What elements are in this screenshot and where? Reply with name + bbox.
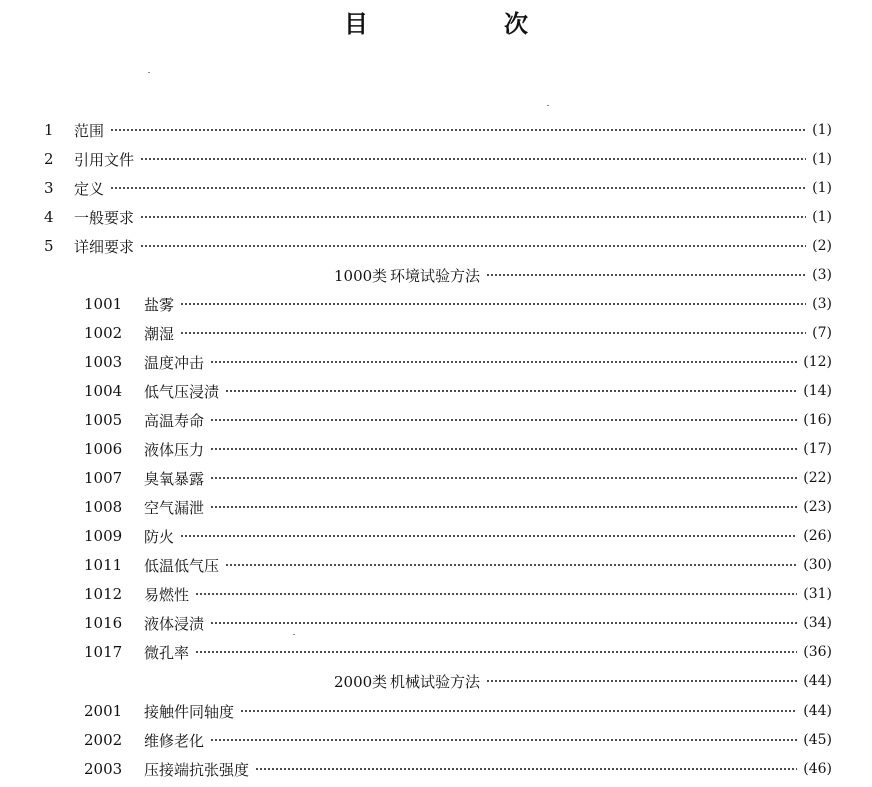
toc-entry[interactable]	[84, 758, 832, 780]
entry-title: 接触件同轴度	[144, 702, 235, 721]
toc-entry[interactable]	[84, 583, 832, 605]
toc-entry[interactable]	[44, 206, 832, 228]
scan-speck	[148, 72, 150, 73]
dot-leader	[195, 593, 797, 595]
dot-leader	[486, 274, 806, 276]
entry-number: 1016	[84, 614, 123, 632]
entry-number: 1011	[84, 556, 123, 574]
entry-title: 维修老化	[144, 731, 205, 750]
entry-number: 1001	[84, 295, 123, 313]
toc-entry[interactable]	[44, 177, 832, 199]
entry-number: 1008	[84, 498, 123, 516]
dot-leader	[110, 187, 806, 189]
dot-leader	[210, 448, 797, 450]
dot-leader	[240, 710, 797, 712]
entry-title: 臭氧暴露	[144, 469, 205, 488]
entry-number: 1002	[84, 324, 123, 342]
entry-title: 低气压浸渍	[144, 382, 220, 401]
entry-page: (17)	[803, 441, 832, 457]
entry-page: (34)	[803, 615, 832, 631]
entry-page: (36)	[803, 644, 832, 660]
entry-title: 详细要求	[74, 237, 135, 256]
toc-entry[interactable]	[84, 525, 832, 547]
dot-leader	[140, 158, 806, 160]
entry-number: 1005	[84, 411, 123, 429]
dot-leader	[195, 651, 797, 653]
entry-page: (31)	[803, 586, 832, 602]
entry-page: (26)	[803, 528, 832, 544]
entry-page: (3)	[812, 267, 832, 283]
page-title: 目 次	[344, 10, 584, 38]
entry-page: (3)	[812, 296, 832, 312]
entry-number: 1003	[84, 353, 123, 371]
dot-leader	[210, 361, 797, 363]
entry-page: (1)	[812, 180, 832, 196]
dot-leader	[210, 739, 797, 741]
toc-category-heading[interactable]	[334, 670, 832, 692]
entry-number: 2002	[84, 731, 123, 749]
entry-page: (46)	[803, 761, 832, 777]
entry-title: 盐雾	[144, 295, 175, 314]
entry-number: 4	[44, 208, 54, 226]
dot-leader	[210, 622, 797, 624]
entry-number: 1009	[84, 527, 123, 545]
entry-page: (12)	[803, 354, 832, 370]
entry-page: (1)	[812, 209, 832, 225]
entry-page: (16)	[803, 412, 832, 428]
dot-leader	[486, 680, 797, 682]
entry-number: 1017	[84, 643, 123, 661]
entry-title: 一般要求	[74, 208, 135, 227]
toc-entry[interactable]	[84, 729, 832, 751]
entry-page: (45)	[803, 732, 832, 748]
toc-entry[interactable]	[84, 409, 832, 431]
dot-leader	[225, 564, 797, 566]
category-title: 机械试验方法	[390, 672, 481, 691]
entry-page: (7)	[812, 325, 832, 341]
toc-entry[interactable]	[84, 322, 832, 344]
entry-page: (44)	[803, 703, 832, 719]
entry-title: 潮湿	[144, 324, 175, 343]
dot-leader	[140, 216, 806, 218]
entry-page: (1)	[812, 151, 832, 167]
toc-entry[interactable]	[84, 700, 832, 722]
dot-leader	[210, 506, 797, 508]
entry-page: (2)	[812, 238, 832, 254]
dot-leader	[225, 390, 797, 392]
entry-title: 液体浸渍	[144, 614, 205, 633]
scan-speck	[547, 105, 549, 106]
toc-entry[interactable]	[84, 641, 832, 663]
toc-entry[interactable]	[84, 293, 832, 315]
dot-leader	[210, 477, 797, 479]
entry-page: (22)	[803, 470, 832, 486]
entry-title: 微孔率	[144, 643, 190, 662]
entry-title: 低温低气压	[144, 556, 220, 575]
entry-number: 2003	[84, 760, 123, 778]
entry-title: 高温寿命	[144, 411, 205, 430]
toc-entry[interactable]	[44, 119, 832, 141]
entry-title: 引用文件	[74, 150, 135, 169]
entry-page: (23)	[803, 499, 832, 515]
entry-page: (30)	[803, 557, 832, 573]
entry-number: 2	[44, 150, 54, 168]
entry-title: 防火	[144, 527, 175, 546]
category-title: 环境试验方法	[390, 266, 481, 285]
toc-entry[interactable]	[44, 235, 832, 257]
entry-title: 易燃性	[144, 585, 190, 604]
entry-title: 定义	[74, 179, 105, 198]
toc-entry[interactable]	[44, 148, 832, 170]
entry-title: 压接端抗张强度	[144, 760, 250, 779]
toc-entry[interactable]	[84, 380, 832, 402]
entry-number: 1	[44, 121, 54, 139]
entry-number: 1004	[84, 382, 123, 400]
category-number: 2000类	[334, 672, 388, 691]
dot-leader	[110, 129, 806, 131]
toc-entry[interactable]	[84, 438, 832, 460]
toc-entry[interactable]	[84, 496, 832, 518]
dot-leader	[255, 768, 797, 770]
entry-page: (44)	[803, 673, 832, 689]
dot-leader	[140, 245, 806, 247]
dot-leader	[180, 332, 806, 334]
entry-page: (1)	[812, 122, 832, 138]
toc-entry[interactable]	[84, 612, 832, 634]
entry-number: 5	[44, 237, 54, 255]
category-number: 1000类	[334, 266, 388, 285]
scan-speck	[293, 634, 295, 635]
entry-title: 温度冲击	[144, 353, 205, 372]
toc-entry[interactable]	[84, 554, 832, 576]
dot-leader	[180, 535, 797, 537]
entry-title: 范围	[74, 121, 105, 140]
entry-number: 3	[44, 179, 54, 197]
entry-title: 液体压力	[144, 440, 205, 459]
toc-entry[interactable]	[84, 351, 832, 373]
toc-entry[interactable]	[84, 467, 832, 489]
entry-number: 1007	[84, 469, 123, 487]
entry-title: 空气漏泄	[144, 498, 205, 517]
toc-category-heading[interactable]	[334, 264, 832, 286]
entry-number: 1006	[84, 440, 123, 458]
entry-page: (14)	[803, 383, 832, 399]
entry-number: 2001	[84, 702, 123, 720]
dot-leader	[180, 303, 806, 305]
entry-number: 1012	[84, 585, 123, 603]
dot-leader	[210, 419, 797, 421]
